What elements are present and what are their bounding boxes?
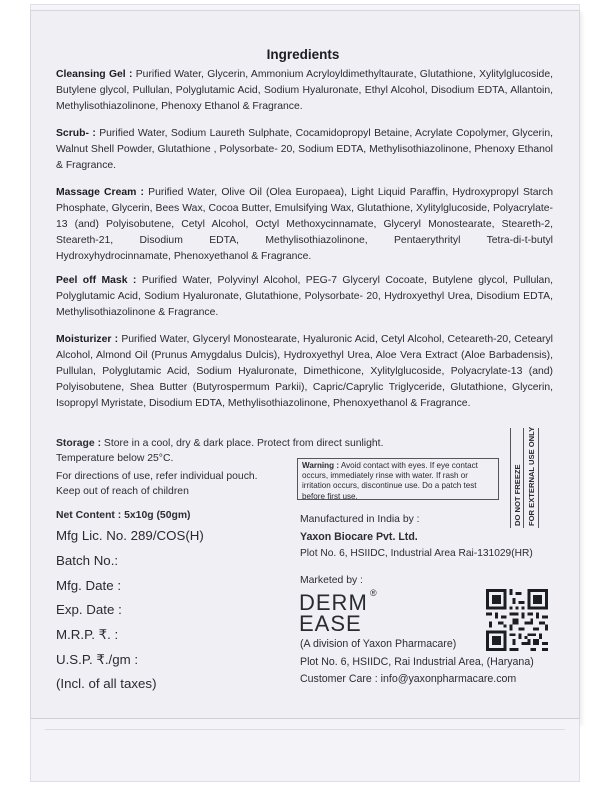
cleansing-gel-ingredients: Cleansing Gel : Purified Water, Glycerin, Ammonium Acryloyldimethyltaurate, Glutathione, Xylitylglucoside, Butylene glycol, Pullulan, Polyglutamic Acid, Sodium Hyaluronate, Ethyl Alcohol, Disodium EDTA, Allantoin, Methylisothiazolinone, Phenoxy Ethanol & Fragrance.: [56, 69, 553, 112]
external-use-note: FOR EXTERNAL USE ONLY: [527, 426, 536, 526]
keep-away-note: Keep out of reach of children: [56, 486, 189, 497]
peel-off-mask-ingredients: Peel off Mask : Purified Water, Polyvinyl Alcohol, PEG-7 Glyceryl Cocoate, Butylene glycol, Pullulan, Polyglutamic Acid, Sodium Hyaluronate, Glutathione, Polysorbate- 20, Hydroxyethyl Urea, Disodium EDTA, Methylisothiazolinone & Fragrance.: [56, 275, 553, 318]
box-bottom-flap: [30, 718, 580, 782]
do-not-freeze-note: DO NOT FREEZE: [513, 464, 522, 526]
mfg-date: Mfg. Date :: [56, 578, 122, 593]
ingredients-title: Ingredients: [266, 47, 340, 62]
marketed-by-label: Marketed by :: [300, 575, 363, 586]
scrub-ingredients: Scrub- : Purified Water, Sodium Laureth Sulphate, Cocamidopropyl Betaine, Acrylate Copolymer, Glycerin, Walnut Shell Powder, Glutathione , Polysorbate- 20, Sodium EDTA, Methylisothiazolinone, Phenoxy Ethanol & Fragrance.: [56, 128, 553, 171]
mfg-license: Mfg Lic. No. 289/COS(H): [56, 528, 204, 543]
storage-instructions: Storage : Store in a cool, dry & dark place. Protect from direct sunlight. Temperature below 25°C.: [56, 436, 426, 466]
vertical-divider: [510, 428, 511, 528]
customer-care: Customer Care : info@yaxonpharmacare.com: [300, 673, 517, 685]
warning-box: Warning : Avoid contact with eyes. If eye contact occurs, immediately rinse with water. If rash or irritation occurs, discontinue use. Do a patch test before first use.: [297, 458, 499, 500]
vertical-divider: [538, 428, 539, 528]
dermease-logo: DERM EASE ®: [299, 588, 377, 636]
tax-note: (Incl. of all taxes): [56, 676, 157, 691]
usp: U.S.P. ₹./gm :: [56, 652, 139, 667]
mrp: M.R.P. ₹. :: [56, 627, 119, 642]
net-content: Net Content : 5x10g (50gm): [56, 510, 191, 521]
division-note: (A division of Yaxon Pharmacare): [300, 638, 457, 650]
manufactured-by-label: Manufactured in India by :: [300, 514, 420, 525]
manufacturer-address: Plot No. 6, HSIIDC, Industrial Area Rai-131029(HR): [300, 548, 533, 559]
qr-code-icon: [486, 589, 548, 651]
moisturizer-ingredients: Moisturizer : Purified Water, Glyceryl Monostearate, Hyaluronic Acid, Cetyl Alcohol, Ceteareth-20, Cetearyl Alcohol, Almond Oil (Prunus Amygdalus Dulcis), Hydroxyethyl Urea, Aloe Vera Extract (Aloe Barbadensis), Pullulan, Polyglutamic Acid, Sodium Hyaluronate, Dimethicone, Xylitylglucoside, Polyacrylate-13 (and) Polyisobutene, Shea Butter (Butyrospermum Parkii), Capric/Caprylic Triglyceride, Glutathione, Glycerin, Isopropyl Myristate, Disodium EDTA, Methylisothiazolinone, Phenoxyethanol & Fragrance.: [56, 334, 553, 409]
vertical-divider: [523, 428, 524, 528]
marketer-address: Plot No. 6, HSIIDC, Rai Industrial Area, (Haryana): [300, 656, 534, 668]
exp-date: Exp. Date :: [56, 602, 122, 617]
batch-no: Batch No.:: [56, 553, 119, 568]
directions-note: For directions of use, refer individual pouch. Keep out of reach of children: [56, 469, 296, 499]
manufacturer-name: Yaxon Biocare Pvt. Ltd.: [300, 531, 418, 543]
massage-cream-ingredients: Massage Cream : Purified Water, Olive Oil (Olea Europaea), Light Liquid Paraffin, Hydroxypropyl Starch Phosphate, Glycerin, Bees Wax, Cocoa Butter, Emulsifying Wax, Glutathione, Xylitylglucoside, Polyacrylate-13 (and) Polyisobutene, Cetyl Alcohol, Octyl Methoxycinnamate, Glyceryl Monostearate, Steareth-2, Steareth-21, Disodium EDTA, Methylisothiazolinone, Pentaerythrityl Tetra-di-t-butyl Hydroxyhydrocinnamate, Phenoxyethanol & Fragrance.: [56, 187, 553, 262]
storage-temperature: Temperature below 25°C.: [56, 453, 174, 464]
